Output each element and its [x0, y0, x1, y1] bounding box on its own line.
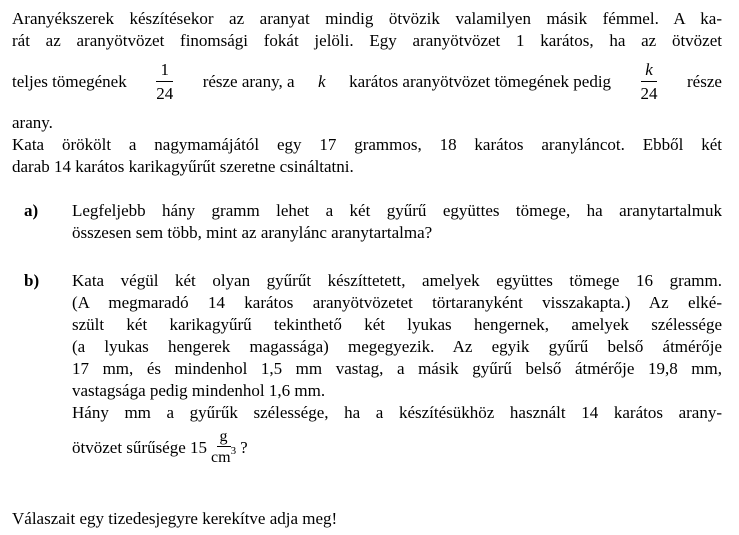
part-b-line-3: szült két karikagyűrű tekinthető két lyukas hengernek, amelyek szélessége	[72, 315, 722, 334]
fraction-1-denominator: 24	[156, 83, 174, 103]
density-unit-numerator: g	[217, 428, 231, 447]
part-a-line-1: Legfeljebb hány gramm lehet a két gyűrű együttes tömege, ha aranytartalmuk	[72, 201, 722, 220]
part-a-line-2: összesen sem több, mint az aranylánc aranytartalma?	[72, 223, 433, 242]
problem-text	[12, 8, 722, 178]
part-b-label: b)	[24, 271, 40, 290]
part-b-line-8-a: ötvözet sűrűsége 15	[72, 438, 208, 457]
part-b-line-5: 17 mm, és mindenhol 1,5 mm vastag, a másik gyűrű belső átmérője 19,8 mm,	[72, 359, 722, 378]
part-b-line-8-b: ?	[240, 438, 248, 457]
density-unit-denominator	[211, 444, 237, 469]
intro-line-4: arany.	[12, 113, 53, 132]
intro-line-3-b: része arany, a	[202, 72, 295, 91]
intro-line-6: darab 14 karátos karikagyűrűt szeretne csináltatni.	[12, 157, 354, 176]
density-unit-exponent: 3	[230, 444, 237, 457]
fraction-2-denominator: 24	[640, 83, 658, 103]
footer-instruction: Válaszait egy tizedesjegyre kerekítve adja meg!	[12, 509, 338, 528]
intro-line-3	[12, 52, 722, 112]
density-unit-fraction	[211, 428, 236, 469]
intro-line-2: rát az aranyötvözet finomsági fokát jelöli. Egy aranyötvözet 1 karátos, ha az ötvözet	[12, 31, 722, 50]
fraction-2-numerator: k	[641, 59, 657, 82]
intro-line-3-d: része	[687, 72, 722, 91]
part-b-line-6: vastagsága pedig mindenhol 1,6 mm.	[72, 381, 326, 400]
part-b-line-4: (a lyukas hengerek magassága) megegyezik. Az egyik gyűrű belső átmérője	[72, 337, 722, 356]
fraction-k-over-24	[641, 59, 658, 106]
intro-line-3-a: teljes tömegének	[12, 72, 127, 91]
part-b-line-2: (A megmaradó 14 karátos aranyötvözetet törtaranyként visszakapta.) Az elké-	[72, 293, 722, 312]
part-b-line-7: Hány mm a gyűrűk szélessége, ha a készítésükhöz használt 14 karátos arany-	[72, 403, 722, 422]
intro-line-5: Kata örökölt a nagymamájától egy 17 grammos, 18 karátos aranyláncot. Ebből két	[12, 135, 722, 154]
part-b-line-8	[72, 424, 722, 472]
intro-line-1: Aranyékszerek készítésekor az aranyat mindig ötvözik valamilyen másik fémmel. A ka-	[12, 9, 722, 28]
part-a-label: a)	[24, 201, 39, 220]
part-b-line-1: Kata végül két olyan gyűrűt készíttetett, amelyek együttes tömege 16 gramm.	[72, 271, 722, 290]
density-unit-cm: cm	[211, 448, 231, 466]
fraction-1-over-24	[156, 59, 173, 106]
fraction-1-numerator: 1	[156, 59, 173, 82]
k-variable: k	[318, 72, 326, 91]
intro-line-3-c: karátos aranyötvözet tömegének pedig	[349, 72, 612, 91]
part-a-body	[72, 200, 722, 244]
part-b-body	[72, 270, 722, 472]
